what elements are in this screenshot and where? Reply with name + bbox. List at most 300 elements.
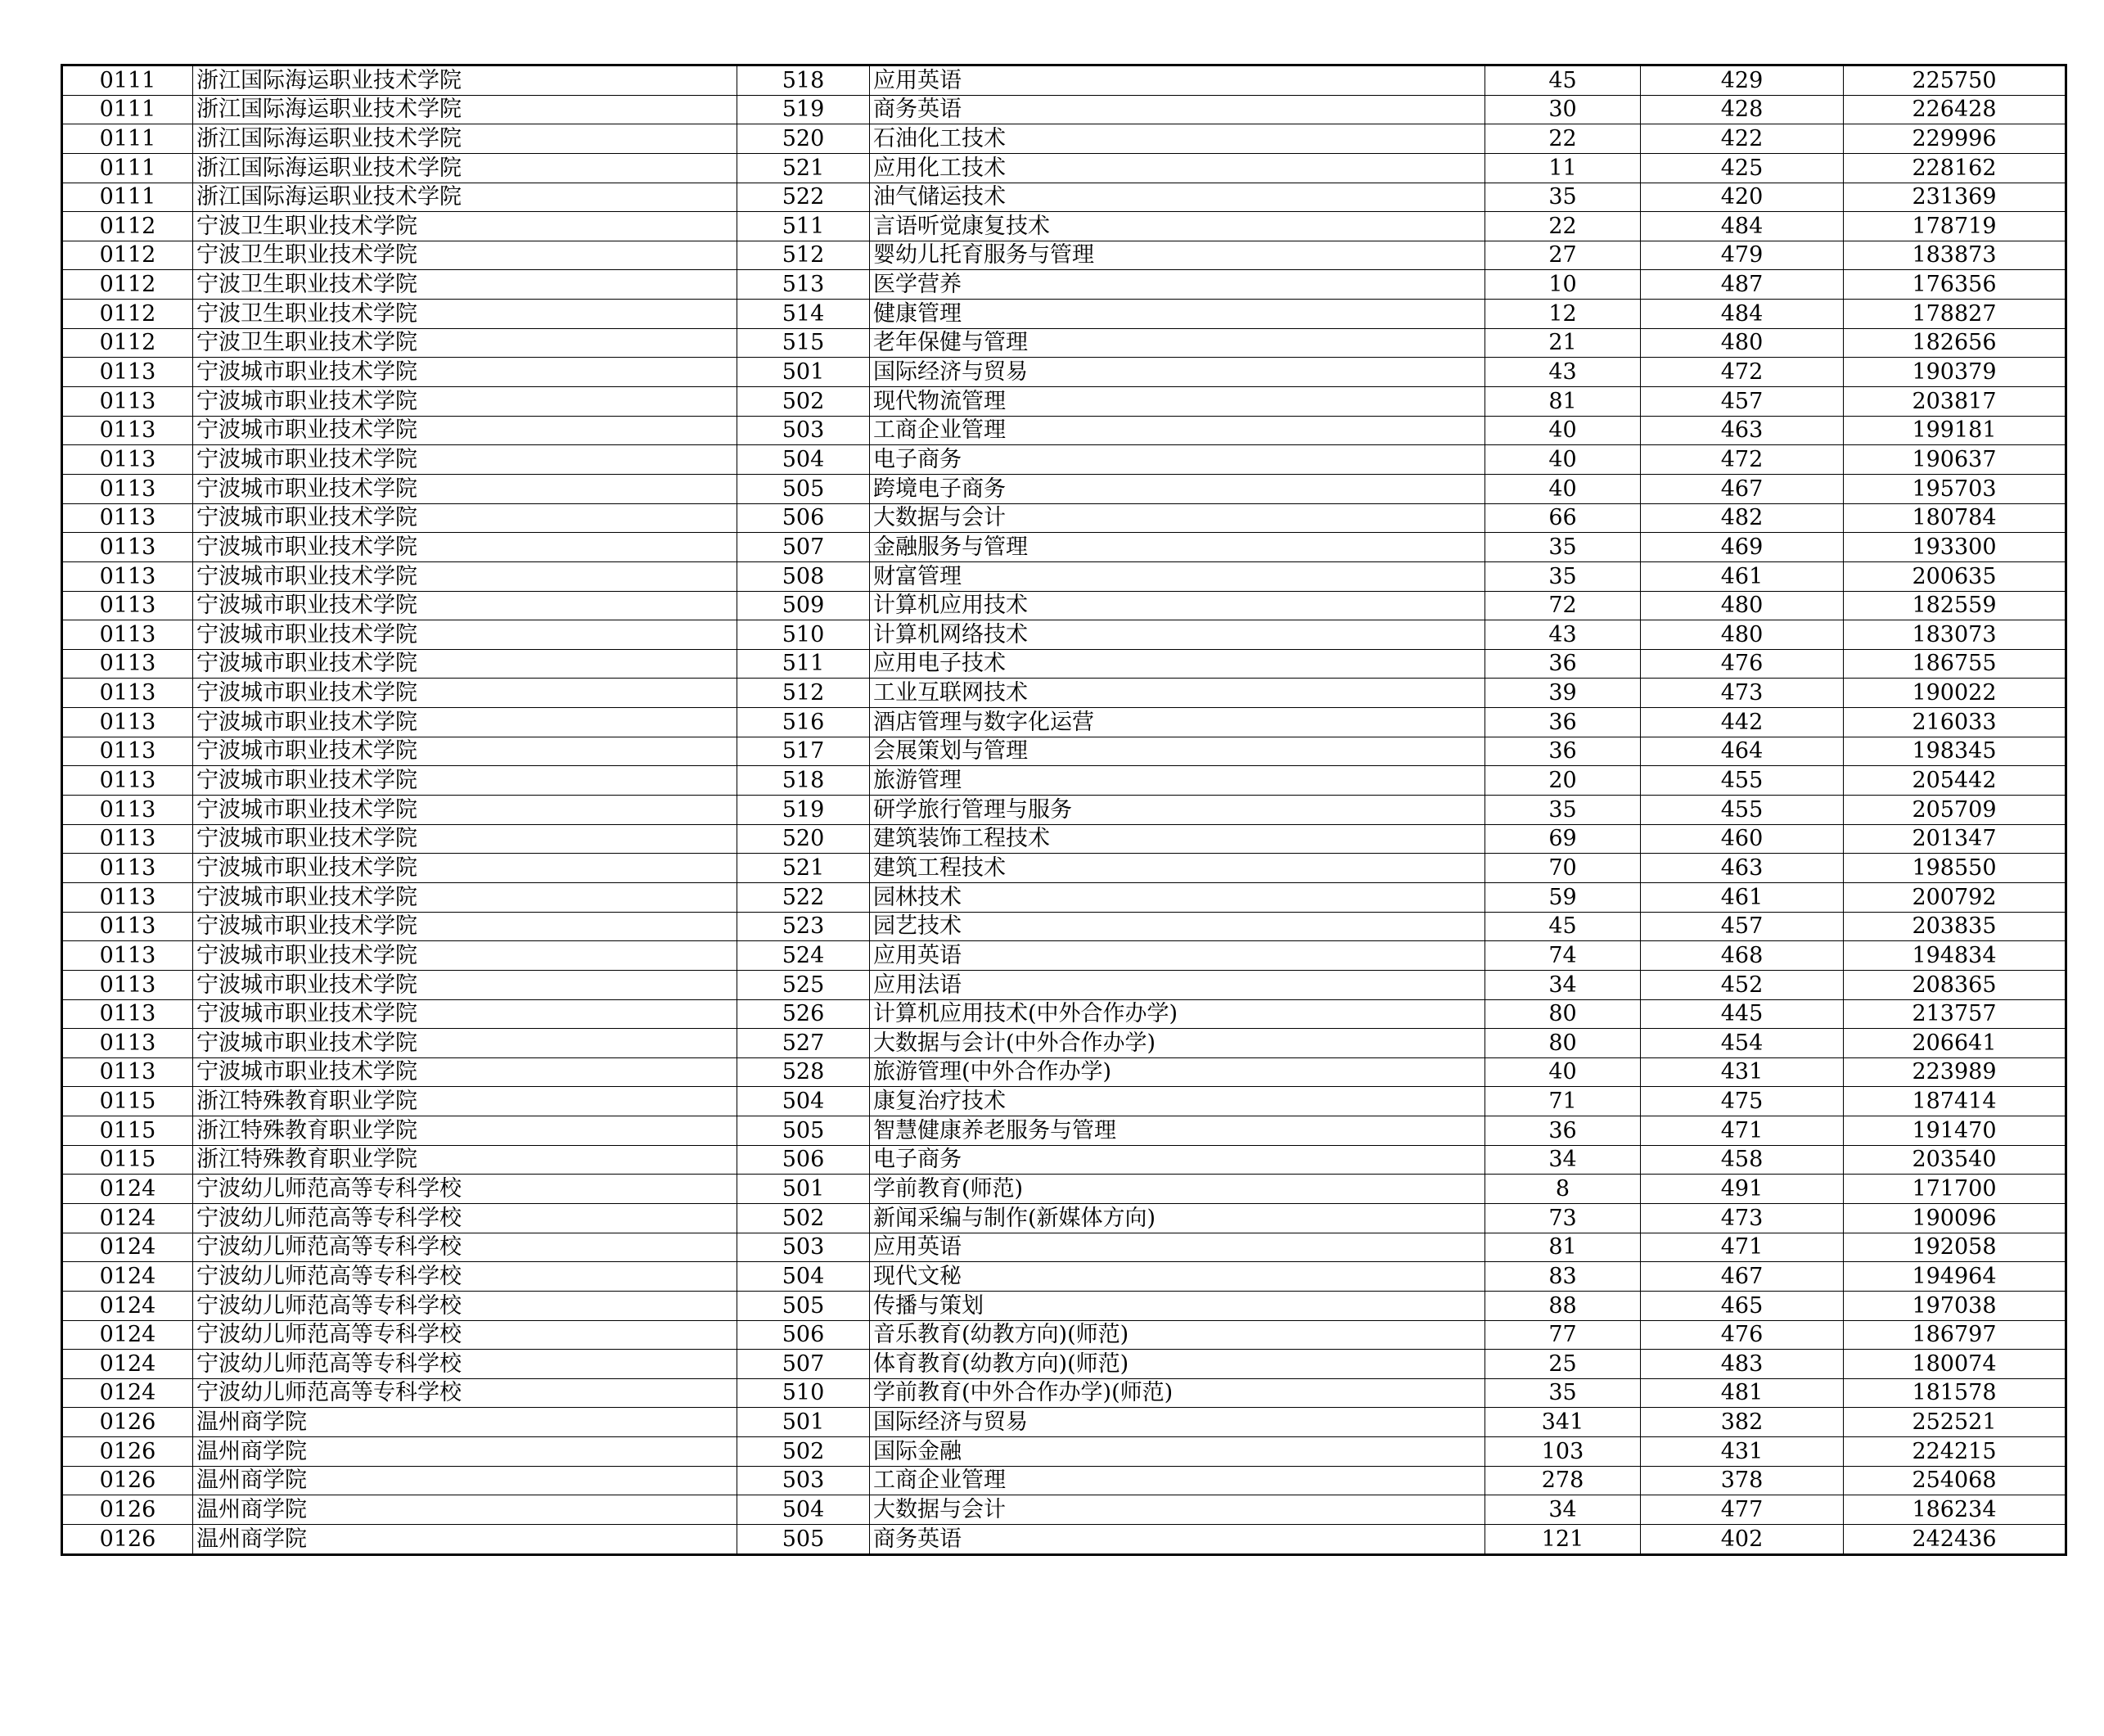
major-code-cell: 506	[737, 1320, 870, 1350]
school-name-cell: 浙江国际海运职业技术学院	[193, 183, 737, 212]
plan-count-cell: 34	[1485, 970, 1641, 999]
plan-count-cell: 81	[1485, 1233, 1641, 1262]
major-code-cell: 523	[737, 912, 870, 941]
major-code-cell: 511	[737, 649, 870, 679]
major-code-cell: 524	[737, 941, 870, 971]
school-name-cell: 宁波幼儿师范高等专科学校	[193, 1233, 737, 1262]
school-code-cell: 0115	[62, 1087, 193, 1116]
table-row	[62, 1320, 2066, 1350]
major-code-cell: 507	[737, 1350, 870, 1379]
min-rank-cell: 254068	[1844, 1466, 2066, 1495]
plan-count-cell: 40	[1485, 416, 1641, 445]
major-name-cell: 旅游管理(中外合作办学)	[870, 1057, 1485, 1087]
table-row	[62, 416, 2066, 445]
plan-count-cell: 36	[1485, 1116, 1641, 1146]
school-code-cell: 0111	[62, 153, 193, 183]
major-name-cell: 传播与策划	[870, 1291, 1485, 1320]
plan-count-cell: 22	[1485, 124, 1641, 154]
min-rank-cell: 198550	[1844, 854, 2066, 883]
school-code-cell: 0124	[62, 1203, 193, 1233]
school-name-cell: 浙江特殊教育职业学院	[193, 1145, 737, 1175]
table-row	[62, 270, 2066, 300]
school-code-cell: 0124	[62, 1350, 193, 1379]
major-code-cell: 503	[737, 1233, 870, 1262]
min-score-cell: 402	[1641, 1525, 1844, 1555]
school-code-cell: 0124	[62, 1175, 193, 1204]
major-name-cell: 国际经济与贸易	[870, 1408, 1485, 1437]
major-name-cell: 园艺技术	[870, 912, 1485, 941]
major-name-cell: 工商企业管理	[870, 416, 1485, 445]
school-code-cell: 0113	[62, 824, 193, 854]
major-code-cell: 501	[737, 1175, 870, 1204]
min-rank-cell: 180074	[1844, 1350, 2066, 1379]
min-score-cell: 445	[1641, 999, 1844, 1029]
min-rank-cell: 223989	[1844, 1057, 2066, 1087]
major-code-cell: 522	[737, 183, 870, 212]
plan-count-cell: 34	[1485, 1145, 1641, 1175]
major-code-cell: 508	[737, 561, 870, 591]
min-score-cell: 420	[1641, 183, 1844, 212]
major-code-cell: 528	[737, 1057, 870, 1087]
min-score-cell: 460	[1641, 824, 1844, 854]
school-name-cell: 宁波城市职业技术学院	[193, 824, 737, 854]
school-code-cell: 0113	[62, 941, 193, 971]
school-name-cell: 宁波卫生职业技术学院	[193, 212, 737, 241]
major-name-cell: 大数据与会计	[870, 503, 1485, 533]
min-rank-cell: 216033	[1844, 708, 2066, 737]
major-code-cell: 512	[737, 241, 870, 270]
school-code-cell: 0124	[62, 1233, 193, 1262]
table-row	[62, 1175, 2066, 1204]
major-code-cell: 514	[737, 300, 870, 329]
min-score-cell: 482	[1641, 503, 1844, 533]
school-code-cell: 0126	[62, 1466, 193, 1495]
table-row	[62, 941, 2066, 971]
min-rank-cell: 190096	[1844, 1203, 2066, 1233]
table-row	[62, 533, 2066, 562]
school-code-cell: 0113	[62, 766, 193, 796]
table-row	[62, 503, 2066, 533]
plan-count-cell: 36	[1485, 737, 1641, 766]
major-name-cell: 应用英语	[870, 941, 1485, 971]
min-rank-cell: 203540	[1844, 1145, 2066, 1175]
major-name-cell: 学前教育(师范)	[870, 1175, 1485, 1204]
table-row	[62, 153, 2066, 183]
major-code-cell: 506	[737, 1145, 870, 1175]
major-name-cell: 学前教育(中外合作办学)(师范)	[870, 1378, 1485, 1408]
school-code-cell: 0115	[62, 1116, 193, 1146]
major-code-cell: 520	[737, 824, 870, 854]
min-score-cell: 455	[1641, 796, 1844, 825]
major-name-cell: 酒店管理与数字化运营	[870, 708, 1485, 737]
table-row	[62, 882, 2066, 912]
plan-count-cell: 27	[1485, 241, 1641, 270]
school-name-cell: 浙江国际海运职业技术学院	[193, 124, 737, 154]
min-rank-cell: 226428	[1844, 95, 2066, 124]
plan-count-cell: 73	[1485, 1203, 1641, 1233]
min-rank-cell: 194964	[1844, 1262, 2066, 1292]
min-rank-cell: 200635	[1844, 561, 2066, 591]
major-name-cell: 现代文秘	[870, 1262, 1485, 1292]
min-score-cell: 467	[1641, 1262, 1844, 1292]
school-code-cell: 0113	[62, 416, 193, 445]
min-score-cell: 382	[1641, 1408, 1844, 1437]
school-name-cell: 宁波城市职业技术学院	[193, 445, 737, 475]
min-rank-cell: 183873	[1844, 241, 2066, 270]
plan-count-cell: 88	[1485, 1291, 1641, 1320]
major-name-cell: 跨境电子商务	[870, 474, 1485, 503]
school-name-cell: 宁波城市职业技术学院	[193, 1057, 737, 1087]
major-code-cell: 521	[737, 153, 870, 183]
major-name-cell: 体育教育(幼教方向)(师范)	[870, 1350, 1485, 1379]
min-score-cell: 465	[1641, 1291, 1844, 1320]
min-score-cell: 442	[1641, 708, 1844, 737]
table-row	[62, 1233, 2066, 1262]
plan-count-cell: 43	[1485, 358, 1641, 387]
major-code-cell: 526	[737, 999, 870, 1029]
min-rank-cell: 182559	[1844, 591, 2066, 620]
min-rank-cell: 213757	[1844, 999, 2066, 1029]
school-code-cell: 0126	[62, 1525, 193, 1555]
min-score-cell: 484	[1641, 212, 1844, 241]
major-code-cell: 504	[737, 1087, 870, 1116]
table-row	[62, 300, 2066, 329]
min-score-cell: 476	[1641, 649, 1844, 679]
school-code-cell: 0124	[62, 1320, 193, 1350]
min-score-cell: 428	[1641, 95, 1844, 124]
major-name-cell: 国际金融	[870, 1437, 1485, 1467]
plan-count-cell: 11	[1485, 153, 1641, 183]
school-name-cell: 宁波幼儿师范高等专科学校	[193, 1378, 737, 1408]
min-rank-cell: 191470	[1844, 1116, 2066, 1146]
plan-count-cell: 25	[1485, 1350, 1641, 1379]
school-name-cell: 温州商学院	[193, 1466, 737, 1495]
school-code-cell: 0113	[62, 912, 193, 941]
plan-count-cell: 81	[1485, 387, 1641, 417]
plan-count-cell: 39	[1485, 679, 1641, 708]
table-row	[62, 1145, 2066, 1175]
min-rank-cell: 186234	[1844, 1495, 2066, 1525]
table-row	[62, 474, 2066, 503]
major-name-cell: 工业互联网技术	[870, 679, 1485, 708]
plan-count-cell: 66	[1485, 503, 1641, 533]
min-score-cell: 431	[1641, 1437, 1844, 1467]
plan-count-cell: 35	[1485, 1378, 1641, 1408]
school-name-cell: 宁波城市职业技术学院	[193, 474, 737, 503]
plan-count-cell: 72	[1485, 591, 1641, 620]
min-score-cell: 472	[1641, 445, 1844, 475]
plan-count-cell: 40	[1485, 445, 1641, 475]
plan-count-cell: 341	[1485, 1408, 1641, 1437]
school-name-cell: 温州商学院	[193, 1525, 737, 1555]
min-score-cell: 473	[1641, 679, 1844, 708]
min-rank-cell: 208365	[1844, 970, 2066, 999]
min-rank-cell: 193300	[1844, 533, 2066, 562]
school-code-cell: 0124	[62, 1291, 193, 1320]
major-code-cell: 522	[737, 882, 870, 912]
min-rank-cell: 242436	[1844, 1525, 2066, 1555]
major-name-cell: 老年保健与管理	[870, 328, 1485, 358]
min-score-cell: 479	[1641, 241, 1844, 270]
table-row	[62, 124, 2066, 154]
table-row	[62, 183, 2066, 212]
school-code-cell: 0113	[62, 1057, 193, 1087]
min-rank-cell: 190637	[1844, 445, 2066, 475]
plan-count-cell: 36	[1485, 708, 1641, 737]
min-score-cell: 483	[1641, 1350, 1844, 1379]
plan-count-cell: 35	[1485, 183, 1641, 212]
min-score-cell: 431	[1641, 1057, 1844, 1087]
min-rank-cell: 180784	[1844, 503, 2066, 533]
table-row	[62, 1525, 2066, 1555]
table-row	[62, 387, 2066, 417]
major-name-cell: 旅游管理	[870, 766, 1485, 796]
table-body	[62, 65, 2066, 1555]
major-name-cell: 计算机网络技术	[870, 620, 1485, 650]
school-name-cell: 宁波幼儿师范高等专科学校	[193, 1320, 737, 1350]
min-rank-cell: 178719	[1844, 212, 2066, 241]
min-score-cell: 429	[1641, 65, 1844, 96]
major-code-cell: 503	[737, 416, 870, 445]
min-score-cell: 480	[1641, 591, 1844, 620]
min-score-cell: 461	[1641, 561, 1844, 591]
school-code-cell: 0113	[62, 999, 193, 1029]
school-name-cell: 宁波幼儿师范高等专科学校	[193, 1262, 737, 1292]
table-row	[62, 591, 2066, 620]
min-rank-cell: 190022	[1844, 679, 2066, 708]
major-name-cell: 建筑工程技术	[870, 854, 1485, 883]
plan-count-cell: 34	[1485, 1495, 1641, 1525]
school-code-cell: 0113	[62, 970, 193, 999]
school-name-cell: 浙江国际海运职业技术学院	[193, 153, 737, 183]
min-rank-cell: 187414	[1844, 1087, 2066, 1116]
school-name-cell: 宁波城市职业技术学院	[193, 416, 737, 445]
table-row	[62, 854, 2066, 883]
table-row	[62, 1087, 2066, 1116]
major-code-cell: 504	[737, 1262, 870, 1292]
min-score-cell: 475	[1641, 1087, 1844, 1116]
min-score-cell: 481	[1641, 1378, 1844, 1408]
school-code-cell: 0111	[62, 124, 193, 154]
major-name-cell: 工商企业管理	[870, 1466, 1485, 1495]
min-rank-cell: 178827	[1844, 300, 2066, 329]
plan-count-cell: 22	[1485, 212, 1641, 241]
school-code-cell: 0113	[62, 737, 193, 766]
major-name-cell: 商务英语	[870, 1525, 1485, 1555]
min-rank-cell: 203817	[1844, 387, 2066, 417]
plan-count-cell: 69	[1485, 824, 1641, 854]
min-rank-cell: 190379	[1844, 358, 2066, 387]
major-name-cell: 大数据与会计(中外合作办学)	[870, 1029, 1485, 1058]
school-name-cell: 温州商学院	[193, 1495, 737, 1525]
major-code-cell: 501	[737, 358, 870, 387]
school-name-cell: 宁波城市职业技术学院	[193, 561, 737, 591]
major-code-cell: 525	[737, 970, 870, 999]
min-score-cell: 472	[1641, 358, 1844, 387]
plan-count-cell: 35	[1485, 533, 1641, 562]
school-name-cell: 宁波城市职业技术学院	[193, 737, 737, 766]
major-code-cell: 511	[737, 212, 870, 241]
major-code-cell: 518	[737, 65, 870, 96]
min-score-cell: 464	[1641, 737, 1844, 766]
major-name-cell: 应用英语	[870, 1233, 1485, 1262]
school-name-cell: 温州商学院	[193, 1437, 737, 1467]
plan-count-cell: 10	[1485, 270, 1641, 300]
school-code-cell: 0113	[62, 854, 193, 883]
min-rank-cell: 206641	[1844, 1029, 2066, 1058]
table-row	[62, 1466, 2066, 1495]
school-code-cell: 0113	[62, 503, 193, 533]
major-name-cell: 园林技术	[870, 882, 1485, 912]
min-score-cell: 452	[1641, 970, 1844, 999]
major-code-cell: 504	[737, 1495, 870, 1525]
plan-count-cell: 74	[1485, 941, 1641, 971]
min-score-cell: 467	[1641, 474, 1844, 503]
school-code-cell: 0113	[62, 620, 193, 650]
plan-count-cell: 40	[1485, 1057, 1641, 1087]
major-name-cell: 电子商务	[870, 1145, 1485, 1175]
min-score-cell: 457	[1641, 912, 1844, 941]
min-rank-cell: 205442	[1844, 766, 2066, 796]
plan-count-cell: 59	[1485, 882, 1641, 912]
min-rank-cell: 229996	[1844, 124, 2066, 154]
min-score-cell: 491	[1641, 1175, 1844, 1204]
school-code-cell: 0112	[62, 300, 193, 329]
school-name-cell: 宁波城市职业技术学院	[193, 503, 737, 533]
major-name-cell: 健康管理	[870, 300, 1485, 329]
min-score-cell: 473	[1641, 1203, 1844, 1233]
school-code-cell: 0126	[62, 1437, 193, 1467]
plan-count-cell: 278	[1485, 1466, 1641, 1495]
school-name-cell: 宁波幼儿师范高等专科学校	[193, 1350, 737, 1379]
school-name-cell: 宁波卫生职业技术学院	[193, 328, 737, 358]
min-score-cell: 463	[1641, 854, 1844, 883]
school-name-cell: 宁波城市职业技术学院	[193, 882, 737, 912]
school-code-cell: 0113	[62, 533, 193, 562]
table-row	[62, 620, 2066, 650]
table-row	[62, 65, 2066, 96]
major-code-cell: 509	[737, 591, 870, 620]
school-name-cell: 宁波城市职业技术学院	[193, 620, 737, 650]
major-name-cell: 新闻采编与制作(新媒体方向)	[870, 1203, 1485, 1233]
major-code-cell: 504	[737, 445, 870, 475]
school-name-cell: 宁波城市职业技术学院	[193, 796, 737, 825]
plan-count-cell: 30	[1485, 95, 1641, 124]
table-row	[62, 649, 2066, 679]
min-score-cell: 487	[1641, 270, 1844, 300]
min-rank-cell: 186755	[1844, 649, 2066, 679]
major-name-cell: 商务英语	[870, 95, 1485, 124]
school-code-cell: 0112	[62, 328, 193, 358]
min-score-cell: 471	[1641, 1116, 1844, 1146]
major-code-cell: 505	[737, 1116, 870, 1146]
major-code-cell: 503	[737, 1466, 870, 1495]
min-score-cell: 484	[1641, 300, 1844, 329]
table-row	[62, 708, 2066, 737]
plan-count-cell: 70	[1485, 854, 1641, 883]
school-name-cell: 宁波幼儿师范高等专科学校	[193, 1291, 737, 1320]
major-name-cell: 财富管理	[870, 561, 1485, 591]
min-score-cell: 461	[1641, 882, 1844, 912]
school-name-cell: 宁波幼儿师范高等专科学校	[193, 1175, 737, 1204]
plan-count-cell: 80	[1485, 999, 1641, 1029]
school-name-cell: 浙江特殊教育职业学院	[193, 1087, 737, 1116]
plan-count-cell: 45	[1485, 912, 1641, 941]
school-code-cell: 0124	[62, 1262, 193, 1292]
school-code-cell: 0113	[62, 708, 193, 737]
school-name-cell: 宁波卫生职业技术学院	[193, 300, 737, 329]
major-code-cell: 519	[737, 95, 870, 124]
min-rank-cell: 224215	[1844, 1437, 2066, 1467]
table-row	[62, 561, 2066, 591]
table-row	[62, 999, 2066, 1029]
plan-count-cell: 8	[1485, 1175, 1641, 1204]
min-score-cell: 471	[1641, 1233, 1844, 1262]
table-row	[62, 1116, 2066, 1146]
min-rank-cell: 176356	[1844, 270, 2066, 300]
major-code-cell: 506	[737, 503, 870, 533]
school-code-cell: 0113	[62, 445, 193, 475]
min-rank-cell: 205709	[1844, 796, 2066, 825]
school-name-cell: 宁波城市职业技术学院	[193, 941, 737, 971]
school-name-cell: 宁波城市职业技术学院	[193, 358, 737, 387]
school-name-cell: 浙江特殊教育职业学院	[193, 1116, 737, 1146]
min-score-cell: 476	[1641, 1320, 1844, 1350]
major-name-cell: 计算机应用技术(中外合作办学)	[870, 999, 1485, 1029]
school-code-cell: 0113	[62, 679, 193, 708]
table-row	[62, 970, 2066, 999]
table-row	[62, 1057, 2066, 1087]
school-name-cell: 宁波城市职业技术学院	[193, 591, 737, 620]
major-code-cell: 513	[737, 270, 870, 300]
school-name-cell: 宁波城市职业技术学院	[193, 533, 737, 562]
school-code-cell: 0111	[62, 183, 193, 212]
min-rank-cell: 197038	[1844, 1291, 2066, 1320]
plan-count-cell: 40	[1485, 474, 1641, 503]
major-name-cell: 建筑装饰工程技术	[870, 824, 1485, 854]
school-name-cell: 宁波城市职业技术学院	[193, 387, 737, 417]
min-rank-cell: 225750	[1844, 65, 2066, 96]
major-name-cell: 医学营养	[870, 270, 1485, 300]
major-code-cell: 502	[737, 1437, 870, 1467]
plan-count-cell: 20	[1485, 766, 1641, 796]
major-code-cell: 527	[737, 1029, 870, 1058]
plan-count-cell: 121	[1485, 1525, 1641, 1555]
table-row	[62, 328, 2066, 358]
major-code-cell: 512	[737, 679, 870, 708]
school-code-cell: 0113	[62, 591, 193, 620]
min-rank-cell: 199181	[1844, 416, 2066, 445]
major-name-cell: 应用英语	[870, 65, 1485, 96]
min-rank-cell: 182656	[1844, 328, 2066, 358]
table-row	[62, 1029, 2066, 1058]
plan-count-cell: 83	[1485, 1262, 1641, 1292]
school-name-cell: 宁波城市职业技术学院	[193, 854, 737, 883]
plan-count-cell: 35	[1485, 561, 1641, 591]
table-row	[62, 212, 2066, 241]
table-row	[62, 1291, 2066, 1320]
school-name-cell: 宁波卫生职业技术学院	[193, 241, 737, 270]
min-score-cell: 469	[1641, 533, 1844, 562]
major-code-cell: 519	[737, 796, 870, 825]
table-row	[62, 737, 2066, 766]
major-code-cell: 520	[737, 124, 870, 154]
school-name-cell: 宁波城市职业技术学院	[193, 679, 737, 708]
table-row	[62, 95, 2066, 124]
table-row	[62, 912, 2066, 941]
school-code-cell: 0111	[62, 95, 193, 124]
major-code-cell: 501	[737, 1408, 870, 1437]
